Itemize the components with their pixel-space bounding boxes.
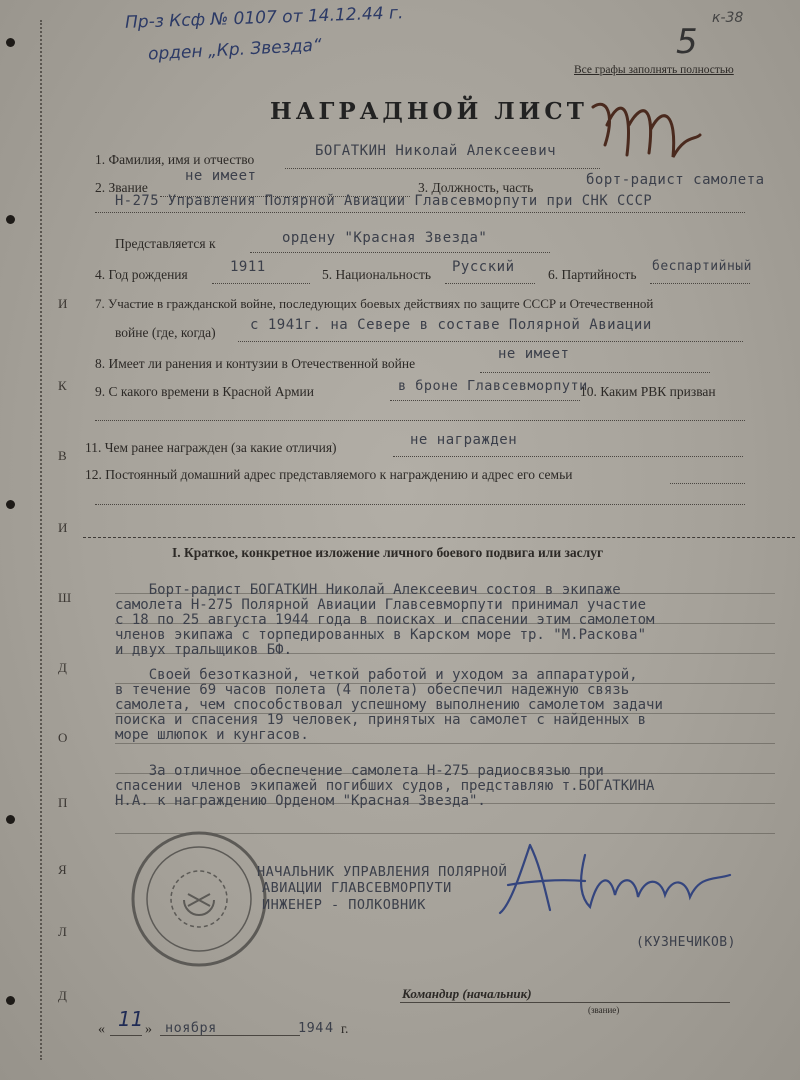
official-round-stamp [128,828,270,970]
date-g: г. [341,1021,349,1036]
date-day-line [110,1035,142,1036]
binder-hole [6,500,15,509]
side-letter: О [58,730,68,745]
side-letter: Я [58,862,67,877]
field-6-value: беспартийный [652,259,752,274]
field-1-value: БОГАТКИН Николай Алексеевич [315,143,557,159]
merit-paragraph: За отличное обеспечение самолета Н-275 радиосвязью при спасении членов экипажей погибших судов, представляю т.БОГАТКИНА Н.А. к награждению Орденом "Красная Звезда". [115,763,655,809]
field-10-line [95,420,745,421]
side-letter: П [58,795,68,810]
field-8-line [480,372,710,373]
side-letter: Л [58,924,67,939]
field-4-value: 1911 [230,259,266,275]
field-10-label: 10. Каким РВК призван [580,384,716,399]
field-7-label-continued: войне (где, когда) [115,325,216,340]
presented-value: ордену "Красная Звезда" [282,230,488,246]
merit-paragraph: Борт-радист БОГАТКИН Николай Алексеевич состоя в экипаже самолета Н-275 Полярной Авиации Главсевморпути принимал участие с 18 по 25 августа 1944 года в поисках и спасении этим самолетом членов экипажа с торпедированных в Карском море тр. "М.Раскова" и двух тральщиков БФ. [115,582,655,658]
presented-line [250,252,550,253]
ruled-line [115,743,775,744]
binder-hole [6,996,15,1005]
field-1-label: 1. Фамилия, имя и отчество [95,152,255,167]
side-letter: И [58,296,68,311]
merit-paragraph: Своей безотказной, четкой работой и уходом за аппаратурой, в течение 69 часов полета (4 полета) обеспечил надежную связь самолета, чем способствовал успешному выполнению самолетом задачи поиска и спасения 19 человек, принятых на самолет с найденных в море шлюпок и кунгасов. [115,667,663,743]
field-9-value: в броне Главсевморпути [398,378,588,394]
field-12-line [670,483,745,484]
date-year-prefix: 194 [298,1020,324,1036]
side-letter: И [58,520,68,535]
field-3-value-continued: Н-275 Управления Полярной Авиации Главсевморпути при СНК СССР [115,193,653,209]
instruction-text: Все графы заполнять полностью [574,64,734,76]
side-letter: В [58,448,67,463]
field-12-line [95,504,745,505]
field-2-value: не имеет [185,168,257,184]
pencil-signature-mark [585,95,705,175]
date-quote-mark: » [145,1022,152,1037]
ink-signature [490,835,750,925]
field-5-line [445,283,535,284]
field-1-line [285,168,600,169]
field-7-line [238,341,743,342]
field-12-label: 12. Постоянный домашний адрес представляемого к награждению и адрес его семьи [85,467,573,482]
presented-label: Представляется к [115,236,216,251]
handwritten-award-note: орден „Кр. Звезда“ [147,35,323,65]
field-11-value: не награжден [410,432,518,448]
field-3-value: борт-радист самолета [586,172,765,188]
signatory-name: (КУЗНЕЧИКОВ) [636,935,736,950]
corner-mark: к-38 [712,10,744,26]
field-9-line [390,400,580,401]
field-3-line [95,212,745,213]
side-letter: Д [58,660,67,675]
signatory-rank: ИНЖЕНЕР - ПОЛКОВНИК [262,897,426,913]
field-7-label: 7. Участие в гражданской войне, последующих боевых действиях по защите СССР и Отечественной [95,296,654,311]
page-title: НАГРАДНОЙ ЛИСТ [270,98,588,125]
field-8-label: 8. Имеет ли ранения и контузии в Отечественной войне [95,356,416,371]
section-heading: I. Краткое, конкретное изложение личного боевого подвига или заслуг [172,545,604,560]
commander-line [400,1002,730,1003]
perforation-line [40,20,42,1060]
binder-hole [6,38,15,47]
date-month-line [160,1035,300,1036]
field-11-label: 11. Чем ранее награжден (за какие отличия) [85,440,337,455]
signatory-title-line2: АВИАЦИИ ГЛАВСЕВМОРПУТИ [262,880,452,896]
field-4-line [212,283,310,284]
field-11-line [393,456,743,457]
field-9-label: 9. С какого времени в Красной Армии [95,384,314,399]
side-letter: К [58,378,67,393]
field-5-label: 5. Национальность [322,267,432,282]
field-3-label: 3. Должность, часть [418,180,534,195]
field-6-label: 6. Партийность [548,267,637,282]
binder-hole [6,215,15,224]
side-letter: Д [58,988,67,1003]
field-8-value: не имеет [498,346,570,362]
handwritten-order-ref: Пр-з Ксф № 0107 от 14.12.44 г. [124,3,404,33]
date-day: 11 [118,1007,144,1031]
signatory-title-line1: НАЧАЛЬНИК УПРАВЛЕНИЯ ПОЛЯРНОЙ [257,864,508,880]
commander-label: Командир (начальник) [402,986,532,1001]
field-5-value: Русский [452,259,515,275]
field-6-line [650,283,750,284]
date-quote-mark: « [98,1022,105,1037]
side-letter: Ш [58,590,72,605]
binder-hole [6,815,15,824]
rank-label: (звание) [588,1005,620,1015]
section-divider [83,537,795,538]
field-2-label: 2. Звание [95,180,148,195]
date-year-suffix: 4 [325,1020,334,1036]
field-4-label: 4. Год рождения [95,267,188,282]
field-7-value: с 1941г. на Севере в составе Полярной Авиации [250,317,652,333]
date-month: ноября [165,1020,217,1036]
page-number: 5 [676,22,698,62]
